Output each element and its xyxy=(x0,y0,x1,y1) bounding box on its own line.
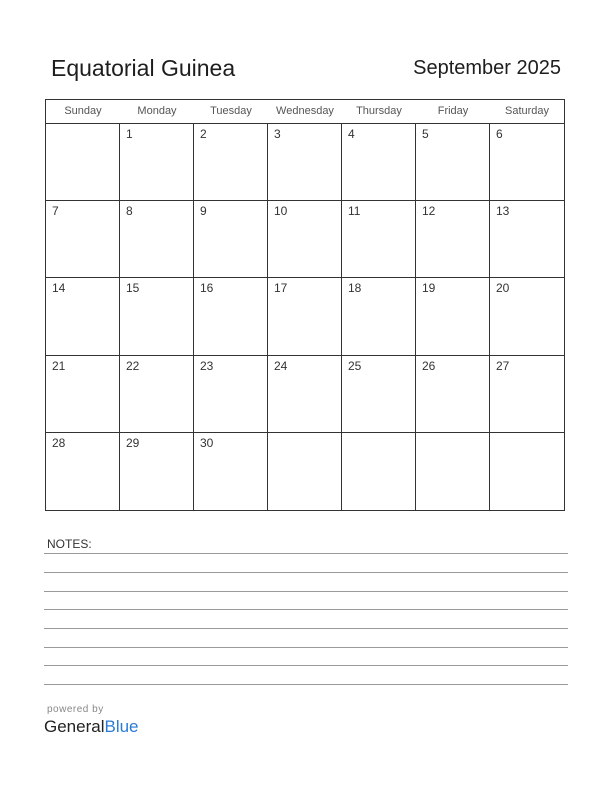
note-line[interactable] xyxy=(44,572,568,573)
day-cell[interactable] xyxy=(120,356,194,433)
day-cell[interactable] xyxy=(120,433,194,510)
day-number: 7 xyxy=(52,204,59,219)
day-number: 8 xyxy=(126,204,133,219)
day-number: 25 xyxy=(348,358,362,373)
note-line[interactable] xyxy=(44,684,568,685)
weekday-monday: Monday xyxy=(137,105,177,117)
weekday-wednesday: Wednesday xyxy=(276,105,334,117)
note-line[interactable] xyxy=(44,609,568,610)
day-cell[interactable] xyxy=(490,201,564,278)
day-cell[interactable] xyxy=(342,201,416,278)
day-cell[interactable] xyxy=(490,433,564,510)
day-number: 24 xyxy=(274,358,288,373)
day-cell[interactable] xyxy=(342,433,416,510)
day-cell[interactable] xyxy=(342,356,416,433)
day-number: 21 xyxy=(52,358,66,373)
weekday-sunday: Sunday xyxy=(64,105,102,117)
day-number: 2 xyxy=(200,127,207,141)
brand-logo-general: General xyxy=(44,717,105,736)
day-number: 30 xyxy=(200,435,214,450)
day-cell[interactable] xyxy=(194,356,268,433)
weekday-thursday: Thursday xyxy=(356,105,402,117)
day-cell[interactable] xyxy=(268,356,342,433)
day-cell[interactable] xyxy=(194,433,268,510)
day-cell[interactable] xyxy=(490,356,564,433)
note-line[interactable] xyxy=(44,665,568,666)
day-number: 1 xyxy=(126,127,133,141)
calendar-days xyxy=(46,124,564,510)
day-cell[interactable] xyxy=(268,201,342,278)
day-cell[interactable] xyxy=(416,278,490,355)
day-number: 19 xyxy=(422,281,436,296)
day-number: 20 xyxy=(496,281,510,296)
day-cell[interactable] xyxy=(268,433,342,510)
powered-by-text: powered by xyxy=(47,704,104,715)
day-number: 3 xyxy=(274,127,281,141)
day-cell[interactable] xyxy=(268,124,342,201)
day-cell[interactable] xyxy=(46,124,120,201)
brand-logo[interactable] xyxy=(44,717,139,737)
notes-label: NOTES: xyxy=(47,537,92,551)
day-number: 27 xyxy=(496,358,510,373)
day-number: 5 xyxy=(422,127,429,141)
day-cell[interactable] xyxy=(120,278,194,355)
day-cell[interactable] xyxy=(46,356,120,433)
day-number: 10 xyxy=(274,204,288,219)
day-cell[interactable] xyxy=(416,201,490,278)
day-number: 22 xyxy=(126,358,140,373)
weekday-friday: Friday xyxy=(437,105,469,117)
day-cell[interactable] xyxy=(120,124,194,201)
day-cell[interactable] xyxy=(194,124,268,201)
page-title-month: September 2025 xyxy=(413,57,561,79)
day-cell[interactable] xyxy=(268,278,342,355)
note-line[interactable] xyxy=(44,553,568,554)
day-number: 14 xyxy=(52,281,66,296)
day-cell[interactable] xyxy=(416,433,490,510)
note-line[interactable] xyxy=(44,591,568,592)
day-cell[interactable] xyxy=(490,278,564,355)
page-title-country: Equatorial Guinea xyxy=(51,55,236,81)
day-number: 16 xyxy=(200,281,214,296)
day-number: 12 xyxy=(422,204,436,219)
day-number: 4 xyxy=(348,127,355,141)
weekday-header-row xyxy=(46,100,564,124)
brand-logo-blue: Blue xyxy=(104,717,139,736)
day-cell[interactable] xyxy=(46,433,120,510)
day-cell[interactable] xyxy=(194,278,268,355)
day-number: 18 xyxy=(348,281,362,296)
day-cell[interactable] xyxy=(120,201,194,278)
day-number: 26 xyxy=(422,358,436,373)
day-number: 11 xyxy=(348,204,361,219)
day-cell[interactable] xyxy=(46,201,120,278)
day-number: 6 xyxy=(496,127,503,141)
day-number: 15 xyxy=(126,281,140,296)
day-cell[interactable] xyxy=(416,356,490,433)
day-number: 28 xyxy=(52,435,66,450)
day-number: 9 xyxy=(200,204,207,219)
day-number: 29 xyxy=(126,435,140,450)
day-cell[interactable] xyxy=(342,124,416,201)
day-number: 23 xyxy=(200,358,214,373)
day-cell[interactable] xyxy=(46,278,120,355)
note-line[interactable] xyxy=(44,628,568,629)
weekday-saturday: Saturday xyxy=(504,105,550,117)
calendar-grid xyxy=(45,99,565,511)
day-cell[interactable] xyxy=(194,201,268,278)
day-cell[interactable] xyxy=(490,124,564,201)
day-number: 17 xyxy=(274,281,288,296)
day-number: 13 xyxy=(496,204,510,219)
note-line[interactable] xyxy=(44,647,568,648)
day-cell[interactable] xyxy=(342,278,416,355)
day-cell[interactable] xyxy=(416,124,490,201)
weekday-tuesday: Tuesday xyxy=(210,105,252,117)
